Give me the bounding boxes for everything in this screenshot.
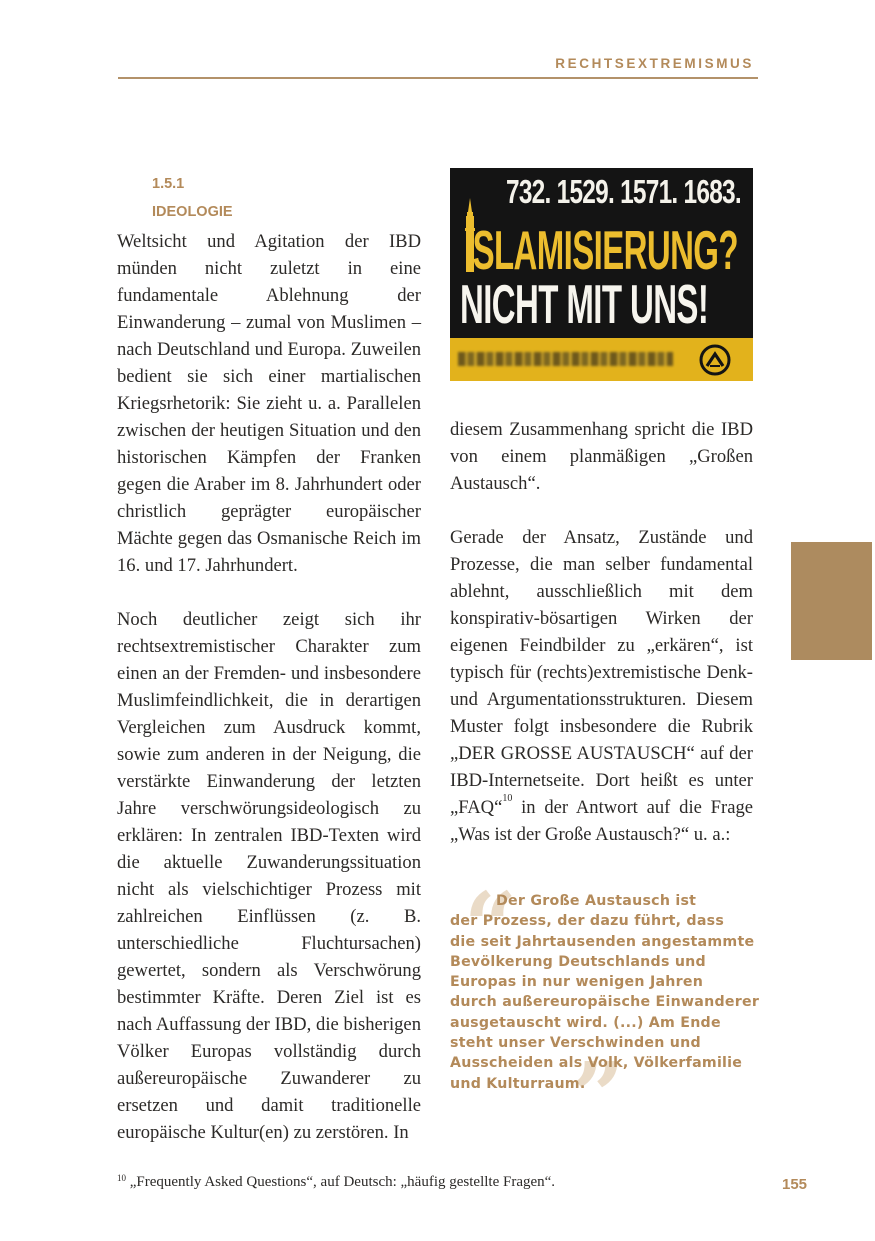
page-number: 155 (782, 1176, 808, 1193)
campaign-poster-image (450, 168, 753, 381)
quote-line: ausgetauscht wird. (...) Am Ende (450, 1014, 721, 1031)
quote-line: Der Große Austausch ist (496, 893, 697, 909)
poster-slogan: NICHT MIT UNS! (460, 273, 709, 335)
quote-line: Europas in nur wenigen Jahren (450, 974, 704, 991)
quote-line: steht unser Verschwinden und (450, 1035, 701, 1052)
section-title: IDEOLOGIE (152, 204, 233, 220)
lambda-logo-icon (699, 344, 731, 376)
running-header (118, 55, 758, 79)
paragraph-text: Gerade der Ansatz, Zustände und Prozesse, die man selber fundamental ablehnt, ausschließlich mit dem konspirativ-bösartigen Wirken der eigenen Feindbilder zu „erkären“, ist typisch für (rechts)extremistische Denk- und Argumentationsstrukturen. Diesem Muster folgt insbesondere die Rubrik „DER GROSSE AUSTAUSCH“ auf der IBD-Internetseite. Dort heißt es unter „FAQ“ (450, 527, 753, 818)
footnote-text: „Frequently Asked Questions“, auf Deutsch: „häufig gestellte Fragen“. (126, 1174, 556, 1190)
quote-line: die seit Jahrtausenden angestammte (450, 933, 755, 950)
quote-line: und Kulturraum. (450, 1075, 586, 1092)
footnote (117, 1174, 555, 1191)
quote-close-icon: ” (572, 1042, 625, 1150)
paragraph: diesem Zusammenhang spricht die IBD von einem planmäßigen „Großen Austausch“. (450, 419, 753, 494)
quote-line: der Prozess, der dazu führt, dass (450, 913, 725, 930)
paragraph: Noch deutlicher zeigt sich ihr rechtsextremistischer Charakter zum einen an der Fremden- und insbesondere Muslimfeindlichkeit, die in derartigen Vergleichen zum Ausdruck kommt, sowie zum anderen in der Neigung, die verstärkte Einwanderung der letzten Jahre verschwörungsideologisch zu erklären: In zentralen IBD-Texten wird die aktuelle Zuwanderungssituation nicht als vielschichtiger Prozess mit zahlreichen Einflüssen (z. B. unterschiedliche Fluchtursachen) gewertet, sondern als Verschwörung bestimmter Kräfte. Deren Ziel ist es nach Auffassung der IBD, die bisherigen Völker Europas vollständig durch außereuropäische Zuwanderer zu ersetzen und damit traditionelle europäische Kultur(en) zu zerstören. In (117, 609, 421, 1143)
poster-years: 732. 1529. 1571. 1683. (506, 173, 741, 210)
quote-line: durch außereuropäische Einwanderer (450, 994, 760, 1011)
chapter-side-tab (791, 542, 872, 660)
section-number: 1.5.1 (152, 176, 185, 192)
poster-footer-strip (450, 338, 753, 381)
right-column (450, 416, 753, 875)
paragraph-text: in der Antwort auf die Frage „Was ist der Große Austausch?“ u. a.: (450, 797, 753, 845)
paragraph: Weltsicht und Agitation der IBD münden nicht zuletzt in eine fundamentale Ablehnung der Einwanderung – zumal von Muslimen – nach Deutschland und Europa. Zuweilen bedient sie sich einer martialischen Kriegsrhetorik: Sie zieht u. a. Parallelen zwischen der heutigen Situation und den historischen Kämpfen der Franken gegen die Araber im 8. Jahrhundert oder christlich geprägter europäischer Mächte gegen das Osmanische Reich im 16. und 17. Jahrhundert. (117, 231, 421, 576)
header-title: RECHTSEXTREMISMUS (555, 56, 754, 71)
quote-open-icon: “ (464, 872, 517, 980)
quote-line: Ausscheiden als Volk, Völkerfamilie (450, 1055, 743, 1072)
paragraph (450, 524, 753, 848)
poster-headline: ISLAMISIERUNG? (464, 219, 738, 281)
footnote-number: 10 (117, 1173, 126, 1183)
blurred-url (458, 352, 673, 366)
footnote-reference[interactable]: 10 (502, 793, 513, 804)
quote-line: Bevölkerung Deutschlands und (450, 953, 706, 970)
pull-quote (450, 891, 760, 1094)
left-column (117, 228, 421, 1173)
